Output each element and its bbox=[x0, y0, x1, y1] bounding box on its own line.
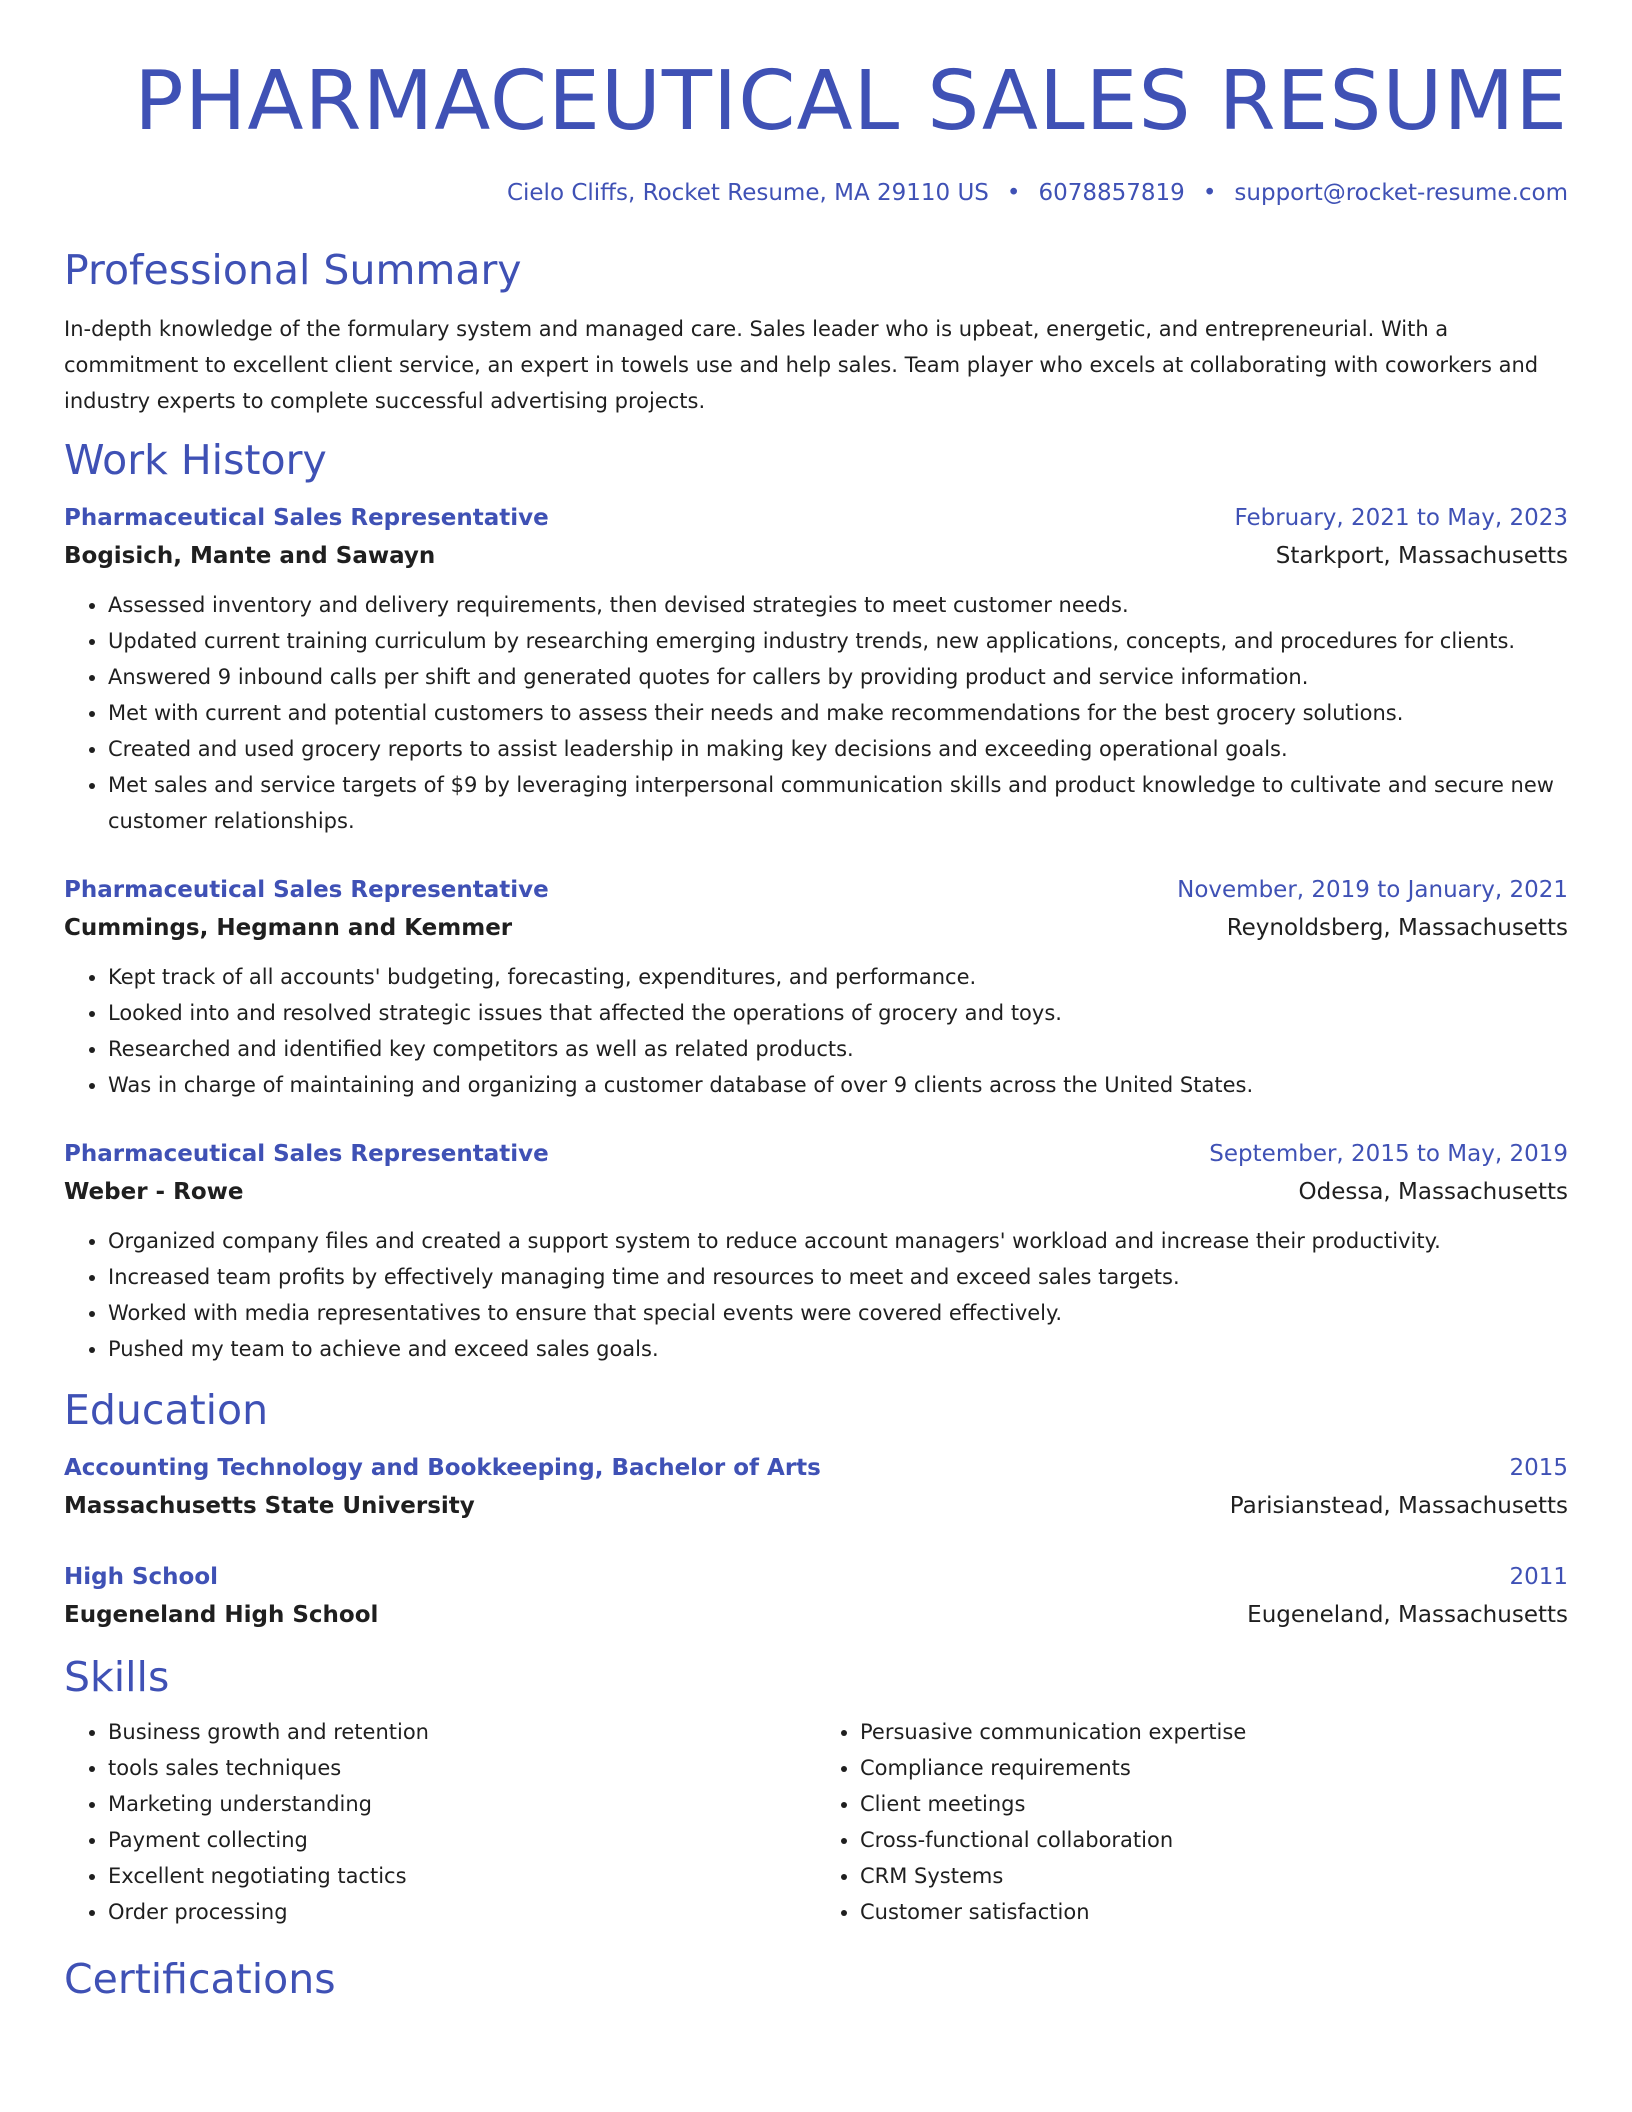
education-year: 2015 bbox=[1509, 1455, 1568, 1481]
job-entry bbox=[64, 871, 1568, 1103]
list-item: • Met with current and potential customers to assess their needs and make recommendations for the best grocery solutions. bbox=[108, 695, 1568, 731]
list-item: • Assessed inventory and delivery requirements, then devised strategies to meet customer needs. bbox=[108, 587, 1568, 623]
skills-column-right bbox=[816, 1714, 1568, 1930]
list-item: • Worked with media representatives to ensure that special events were covered effectively. bbox=[108, 1295, 1568, 1331]
summary-text: In-depth knowledge of the formulary system and managed care. Sales leader who is upbeat, energetic, and entrepreneurial. With a commitment to excellent client service, an expert in towels use and help sales. Team player who excels at collaborating with coworkers and industry experts to complete successful advertising projects. bbox=[64, 317, 1539, 413]
list-item: • Created and used grocery reports to assist leadership in making key decisions and exceeding operational goals. bbox=[108, 731, 1568, 767]
list-item: • Order processing bbox=[108, 1894, 816, 1930]
contact-phone: 6078857819 bbox=[1038, 180, 1185, 206]
contact-line bbox=[64, 178, 1568, 208]
job-location: Reynoldsberg, Massachusetts bbox=[1226, 915, 1568, 941]
contact-separator: • bbox=[1006, 180, 1021, 206]
job-bullets bbox=[64, 1223, 1568, 1367]
education-degree: High School bbox=[64, 1564, 219, 1590]
contact-address: Cielo Cliffs, Rocket Resume, MA 29110 US bbox=[506, 180, 989, 206]
education-location: Eugeneland, Massachusetts bbox=[1247, 1602, 1568, 1628]
education-school: Eugeneland High School bbox=[64, 1602, 379, 1628]
job-company: Weber - Rowe bbox=[64, 1179, 244, 1205]
list-item: • Cross-functional collaboration bbox=[860, 1822, 1568, 1858]
job-title: Pharmaceutical Sales Representative bbox=[64, 505, 549, 531]
list-item: • Business growth and retention bbox=[108, 1714, 816, 1750]
job-company: Cummings, Hegmann and Kemmer bbox=[64, 915, 513, 941]
job-entry bbox=[64, 1135, 1568, 1367]
job-entry bbox=[64, 499, 1568, 839]
education-year: 2011 bbox=[1509, 1564, 1568, 1590]
list-item: • Answered 9 inbound calls per shift and generated quotes for callers by providing product and service information. bbox=[108, 659, 1568, 695]
contact-separator: • bbox=[1202, 180, 1217, 206]
list-item: • tools sales techniques bbox=[108, 1750, 816, 1786]
job-bullets bbox=[64, 587, 1568, 839]
job-dates: February, 2021 to May, 2023 bbox=[1234, 505, 1568, 531]
list-item: • Researched and identified key competitors as well as related products. bbox=[108, 1031, 1568, 1067]
section-title-work: Work History bbox=[64, 436, 327, 484]
job-dates: September, 2015 to May, 2019 bbox=[1209, 1141, 1568, 1167]
list-item: • Was in charge of maintaining and organizing a customer database of over 9 clients across the United States. bbox=[108, 1067, 1568, 1103]
skills-column-left bbox=[64, 1714, 816, 1930]
list-item: • Client meetings bbox=[860, 1786, 1568, 1822]
section-title-skills: Skills bbox=[64, 1653, 170, 1701]
section-title-summary: Professional Summary bbox=[64, 246, 522, 294]
job-company: Bogisich, Mante and Sawayn bbox=[64, 543, 436, 569]
job-title: Pharmaceutical Sales Representative bbox=[64, 1141, 549, 1167]
job-location: Odessa, Massachusetts bbox=[1298, 1179, 1568, 1205]
job-location: Starkport, Massachusetts bbox=[1275, 543, 1568, 569]
list-item: • Marketing understanding bbox=[108, 1786, 816, 1822]
list-item: • Pushed my team to achieve and exceed sales goals. bbox=[108, 1331, 1568, 1367]
list-item: • Compliance requirements bbox=[860, 1750, 1568, 1786]
list-item: • Looked into and resolved strategic issues that affected the operations of grocery and toys. bbox=[108, 995, 1568, 1031]
list-item: • CRM Systems bbox=[860, 1858, 1568, 1894]
job-title: Pharmaceutical Sales Representative bbox=[64, 877, 549, 903]
section-title-certifications: Certifications bbox=[64, 1955, 336, 2003]
list-item: • Organized company files and created a support system to reduce account managers' workload and increase their productivity. bbox=[108, 1223, 1568, 1259]
section-title-education: Education bbox=[64, 1386, 269, 1434]
contact-email[interactable]: support@rocket-resume.com bbox=[1234, 180, 1568, 206]
education-degree: Accounting Technology and Bookkeeping, Bachelor of Arts bbox=[64, 1455, 821, 1481]
education-location: Parisianstead, Massachusetts bbox=[1229, 1493, 1568, 1519]
list-item: • Customer satisfaction bbox=[860, 1894, 1568, 1930]
list-item: • Increased team profits by effectively managing time and resources to meet and exceed sales targets. bbox=[108, 1259, 1568, 1295]
list-item: • Persuasive communication expertise bbox=[860, 1714, 1568, 1750]
education-entry bbox=[64, 1449, 1568, 1525]
list-item: • Updated current training curriculum by researching emerging industry trends, new applications, concepts, and procedures for clients. bbox=[108, 623, 1568, 659]
education-entry bbox=[64, 1558, 1568, 1634]
list-item: • Kept track of all accounts' budgeting, forecasting, expenditures, and performance. bbox=[108, 959, 1568, 995]
skills-list bbox=[64, 1702, 1568, 1930]
list-item: • Payment collecting bbox=[108, 1822, 816, 1858]
education-school: Massachusetts State University bbox=[64, 1493, 475, 1519]
job-bullets bbox=[64, 959, 1568, 1103]
job-dates: November, 2019 to January, 2021 bbox=[1177, 877, 1568, 903]
resume-title: PHARMACEUTICAL SALES RESUME bbox=[134, 54, 1568, 149]
list-item: • Excellent negotiating tactics bbox=[108, 1858, 816, 1894]
list-item: • Met sales and service targets of $9 by leveraging interpersonal communication skills and product knowledge to cultivate and secure new customer relationships. bbox=[108, 767, 1568, 839]
